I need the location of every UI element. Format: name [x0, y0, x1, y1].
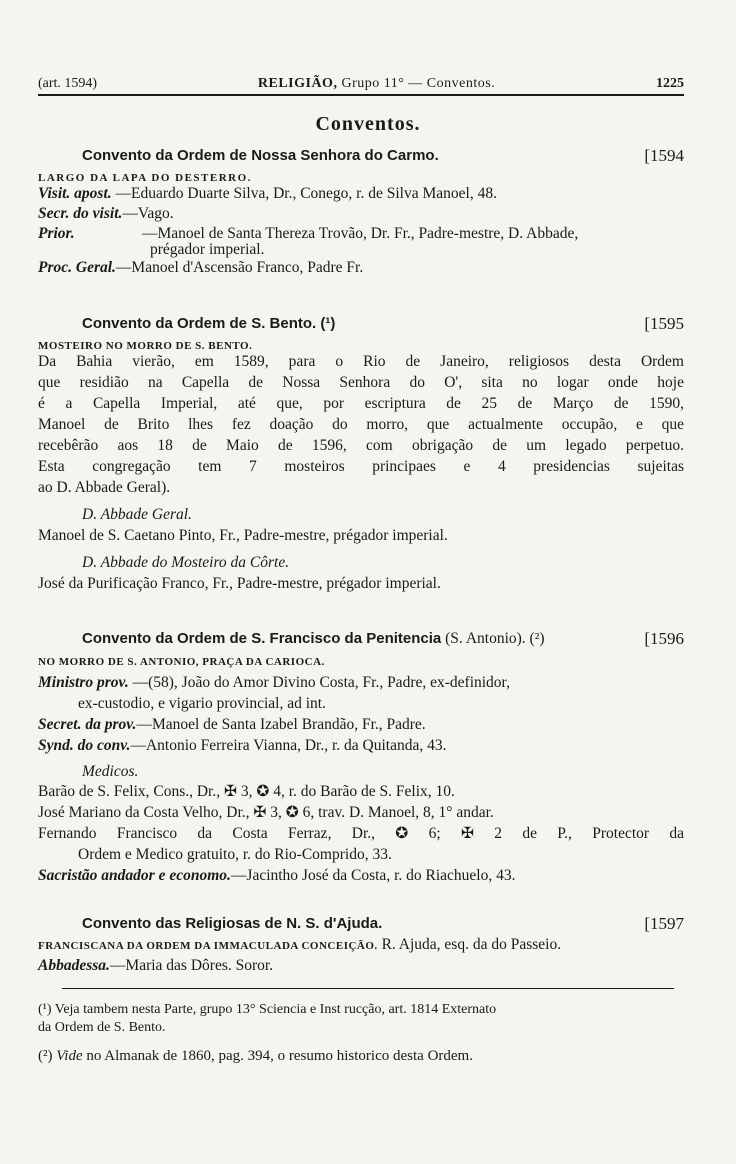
- footnote-1-cont: da Ordem de S. Bento.: [38, 1020, 166, 1035]
- paragraph-line: Esta congregação tem 7 mosteiros principaes e 4 presidencias sujeitas: [38, 458, 684, 475]
- entry-text: —Manoel de Santa Izabel Brandão, Fr., Padre.: [136, 716, 426, 733]
- footnote-1: (¹) Veja tambem nesta Parte, grupo 13° Sciencia e Inst rucção, art. 1814 Externato: [38, 1002, 497, 1017]
- section-heading: Convento da Ordem de S. Bento. (¹): [82, 315, 336, 332]
- footnote-vide: Vide: [56, 1048, 83, 1064]
- entry-line: [38, 240, 684, 260]
- section-1597-location: [38, 935, 684, 956]
- entry-text: —Antonio Ferreira Vianna, Dr., r. da Quitanda, 43.: [130, 737, 447, 754]
- entry-line: [38, 184, 684, 204]
- article-number: [1596: [644, 629, 684, 648]
- footnote-rule: [62, 988, 674, 989]
- section-1595-location: MOSTEIRO NO MORRO DE S. BENTO.: [38, 340, 253, 352]
- paragraph-line: Manoel de Brito lhes fez doação do morro, que actualmente occupão, e que: [38, 416, 684, 433]
- medico-line: Fernando Francisco da Costa Ferraz, Dr., ✪ 6; ✠ 2 de P., Protector da: [38, 825, 684, 842]
- entry-label: Abbadessa.: [38, 957, 110, 974]
- section-1594-heading: [38, 146, 684, 166]
- paragraph-line: Da Bahia vierão, em 1589, para o Rio de Janeiro, religiosos desta Ordem: [38, 353, 684, 370]
- header-section-name: RELIGIÃO,: [257, 76, 338, 91]
- abbade-geral-name: Manoel de S. Caetano Pinto, Fr., Padre-mestre, prégador imperial.: [38, 527, 448, 544]
- paragraph-line: ao D. Abbade Geral).: [38, 479, 171, 496]
- article-number: [1594: [644, 146, 684, 165]
- page-title: Conventos.: [315, 113, 421, 135]
- entry-label: Ministro prov.: [38, 674, 129, 691]
- medicos-title: Medicos.: [82, 763, 139, 780]
- abbade-geral-title: D. Abbade Geral.: [82, 506, 192, 523]
- abbade-corte-title: D. Abbade do Mosteiro da Côrte.: [82, 554, 290, 571]
- running-header: [38, 70, 684, 96]
- entry-text: —Manoel d'Ascensão Franco, Padre Fr.: [115, 259, 364, 276]
- location-caps: FRANCISCANA DA ORDEM DA IMMACULADA CONCEIÇÃO.: [38, 940, 378, 952]
- abbade-corte-name: José da Purificação Franco, Fr., Padre-mestre, prégador imperial.: [38, 575, 441, 592]
- entry-label: Visit. apost.: [38, 185, 112, 202]
- paragraph-line: é a Capella Imperial, até que, por escriptura de 25 de Março de 1590,: [38, 395, 684, 412]
- section-1596-heading: [38, 629, 684, 649]
- section-heading-tail: (S. Antonio). (²): [445, 630, 545, 647]
- section-1596-location: NO MORRO DE S. ANTONIO, PRAÇA DA CARIOCA.: [38, 656, 325, 668]
- header-article-ref: (art. 1594): [38, 76, 98, 91]
- entry-text: —Jacintho José da Costa, r. do Riachuelo, 43.: [230, 867, 516, 884]
- entry-label: Secret. da prov.: [38, 716, 137, 733]
- sacristao-line: [38, 866, 684, 886]
- entry-line: [38, 258, 684, 278]
- entry-line: [38, 694, 684, 714]
- section-1594-location: LARGO DA LAPA DO DESTERRO.: [38, 172, 252, 184]
- section-heading: Convento da Ordem de Nossa Senhora do Carmo.: [82, 147, 439, 164]
- entry-line: [38, 736, 684, 756]
- section-heading: Convento das Religiosas de N. S. d'Ajuda.: [82, 915, 383, 932]
- medico-line: Barão de S. Felix, Cons., Dr., ✠ 3, ✪ 4, r. do Barão de S. Felix, 10.: [38, 783, 455, 800]
- medico-line: José Mariano da Costa Velho, Dr., ✠ 3, ✪ 6, trav. D. Manoel, 8, 1° andar.: [38, 804, 494, 821]
- footnote-text: no Almanak de 1860, pag. 394, o resumo historico desta Ordem.: [86, 1048, 473, 1064]
- entry-text: —Maria das Dôres. Soror.: [109, 957, 274, 974]
- entry-label: Synd. do conv.: [38, 737, 131, 754]
- footnote-2: [38, 1046, 684, 1066]
- entry-line: [38, 715, 684, 735]
- abbadessa-line: [38, 956, 684, 976]
- entry-text: ex-custodio, e vigario provincial, ad int.: [78, 695, 326, 712]
- section-1597-heading: [38, 914, 684, 934]
- entry-line: [38, 204, 684, 224]
- entry-text: prégador imperial.: [150, 241, 265, 258]
- article-number: [1597: [644, 914, 684, 933]
- entry-label: Secr. do visit.: [38, 205, 123, 222]
- entry-line: [38, 673, 684, 693]
- entry-text: —Vago.: [122, 205, 174, 222]
- entry-text: —Eduardo Duarte Silva, Dr., Conego, r. de Silva Manoel, 48.: [115, 185, 497, 202]
- entry-label: Proc. Geral.: [38, 259, 116, 276]
- section-heading-text: Convento da Ordem de S. Francisco da Penitencia: [82, 630, 442, 647]
- section-heading: [38, 629, 545, 649]
- header-section: [258, 76, 495, 92]
- footnote-mark: (²): [38, 1048, 53, 1064]
- paragraph-line: que residião na Capella de Nossa Senhora do O', sita no logar onde hoje: [38, 374, 684, 391]
- article-number: [1595: [644, 314, 684, 333]
- section-1595-heading: [38, 314, 684, 334]
- location-address: R. Ajuda, esq. da do Passeio.: [381, 936, 562, 953]
- paragraph-line: recebêrão aos 18 de Maio de 1596, com obrigação de um legado perpetuo.: [38, 437, 684, 454]
- header-group: Grupo 11° — Conventos.: [341, 76, 496, 91]
- page-number: 1225: [655, 76, 684, 91]
- medico-line: Ordem e Medico gratuito, r. do Rio-Comprido, 33.: [78, 846, 392, 863]
- entry-text: —Manoel de Santa Thereza Trovão, Dr. Fr., Padre-mestre, D. Abbade,: [142, 225, 579, 242]
- entry-label: Sacristão andador e economo.: [38, 867, 231, 884]
- entry-label: Prior.: [38, 225, 75, 242]
- entry-text: —(58), João do Amor Divino Costa, Fr., Padre, ex-definidor,: [132, 674, 510, 691]
